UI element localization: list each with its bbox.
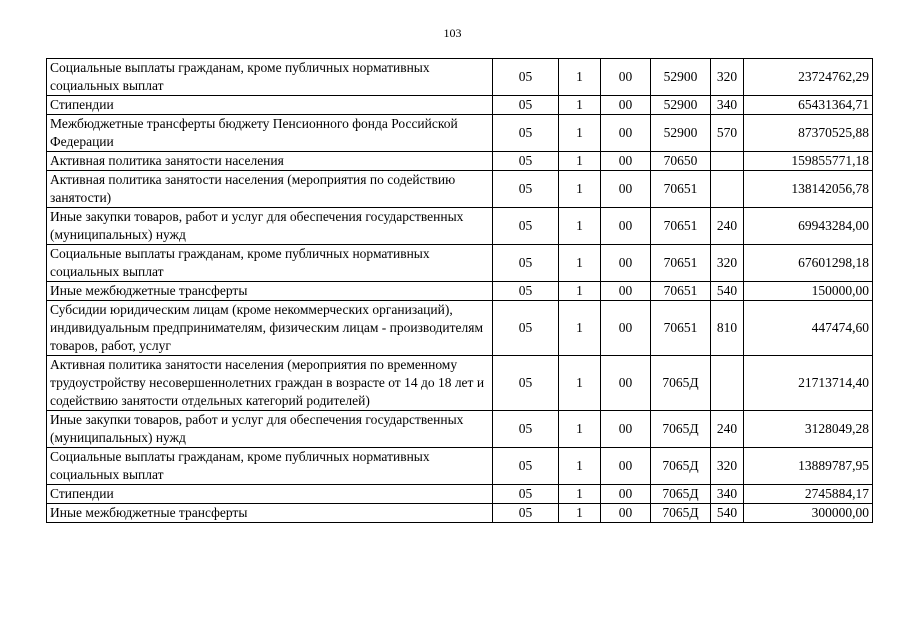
row-amount-cell: 159855771,18: [744, 152, 873, 171]
row-name-cell: Социальные выплаты гражданам, кроме публичных нормативных социальных выплат: [47, 448, 493, 485]
row-expense-type-cell: 340: [711, 96, 744, 115]
row-amount-cell: 69943284,00: [744, 208, 873, 245]
row-expense-type-cell: 240: [711, 411, 744, 448]
row-program-cell: 00: [601, 448, 651, 485]
row-section-cell: 05: [493, 504, 559, 523]
row-expense-type-cell: [711, 152, 744, 171]
row-section-cell: 05: [493, 208, 559, 245]
row-section-cell: 05: [493, 115, 559, 152]
row-amount-cell: 21713714,40: [744, 356, 873, 411]
row-subsection-cell: 1: [559, 504, 601, 523]
row-code-cell: 70651: [651, 245, 711, 282]
table-row: [47, 115, 873, 152]
row-amount-cell: 87370525,88: [744, 115, 873, 152]
row-program-cell: 00: [601, 504, 651, 523]
table-row: [47, 301, 873, 356]
row-subsection-cell: 1: [559, 448, 601, 485]
row-subsection-cell: 1: [559, 171, 601, 208]
row-amount-cell: 150000,00: [744, 282, 873, 301]
row-name-cell: Иные закупки товаров, работ и услуг для обеспечения государственных (муниципальных) нужд: [47, 208, 493, 245]
row-expense-type-cell: [711, 171, 744, 208]
page-number: 103: [443, 26, 462, 40]
row-code-cell: 52900: [651, 96, 711, 115]
row-amount-cell: 447474,60: [744, 301, 873, 356]
table-row: [47, 485, 873, 504]
row-name-cell: Субсидии юридическим лицам (кроме некоммерческих организаций), индивидуальным предпринимателям, физическим лицам - производителям товаров, работ, услуг: [47, 301, 493, 356]
row-subsection-cell: 1: [559, 208, 601, 245]
row-name-cell: Стипендии: [47, 96, 493, 115]
row-section-cell: 05: [493, 356, 559, 411]
row-name-cell: Активная политика занятости населения: [47, 152, 493, 171]
row-amount-cell: 23724762,29: [744, 59, 873, 96]
row-amount-cell: 138142056,78: [744, 171, 873, 208]
row-subsection-cell: 1: [559, 411, 601, 448]
row-program-cell: 00: [601, 59, 651, 96]
row-code-cell: 70650: [651, 152, 711, 171]
row-code-cell: 7065Д: [651, 504, 711, 523]
row-amount-cell: 13889787,95: [744, 448, 873, 485]
row-expense-type-cell: 810: [711, 301, 744, 356]
row-name-cell: Активная политика занятости населения (мероприятия по временному трудоустройству несовершеннолетних граждан в возрасте от 14 до 18 лет и содействию занятости отдельных категорий родителей): [47, 356, 493, 411]
row-expense-type-cell: 540: [711, 504, 744, 523]
row-subsection-cell: 1: [559, 152, 601, 171]
table-row: [47, 504, 873, 523]
row-subsection-cell: 1: [559, 485, 601, 504]
row-program-cell: 00: [601, 282, 651, 301]
row-code-cell: 70651: [651, 171, 711, 208]
row-amount-cell: 2745884,17: [744, 485, 873, 504]
row-code-cell: 70651: [651, 282, 711, 301]
row-amount-cell: 300000,00: [744, 504, 873, 523]
row-program-cell: 00: [601, 356, 651, 411]
row-section-cell: 05: [493, 485, 559, 504]
row-program-cell: 00: [601, 171, 651, 208]
row-expense-type-cell: 320: [711, 448, 744, 485]
row-section-cell: 05: [493, 96, 559, 115]
row-code-cell: 70651: [651, 301, 711, 356]
row-amount-cell: 65431364,71: [744, 96, 873, 115]
row-program-cell: 00: [601, 96, 651, 115]
row-name-cell: Иные межбюджетные трансферты: [47, 504, 493, 523]
row-code-cell: 52900: [651, 59, 711, 96]
row-expense-type-cell: 240: [711, 208, 744, 245]
row-subsection-cell: 1: [559, 356, 601, 411]
row-subsection-cell: 1: [559, 301, 601, 356]
row-subsection-cell: 1: [559, 96, 601, 115]
row-code-cell: 52900: [651, 115, 711, 152]
row-section-cell: 05: [493, 448, 559, 485]
table-row: [47, 245, 873, 282]
row-program-cell: 00: [601, 152, 651, 171]
table-row: [47, 171, 873, 208]
table-row: [47, 448, 873, 485]
row-code-cell: 70651: [651, 208, 711, 245]
row-name-cell: Активная политика занятости населения (мероприятия по содействию занятости): [47, 171, 493, 208]
row-subsection-cell: 1: [559, 282, 601, 301]
row-expense-type-cell: 320: [711, 59, 744, 96]
row-subsection-cell: 1: [559, 59, 601, 96]
row-expense-type-cell: 340: [711, 485, 744, 504]
row-program-cell: 00: [601, 485, 651, 504]
row-name-cell: Стипендии: [47, 485, 493, 504]
table-row: [47, 356, 873, 411]
table-row: [47, 59, 873, 96]
budget-table-body: [47, 59, 873, 523]
row-name-cell: Социальные выплаты гражданам, кроме публичных нормативных социальных выплат: [47, 245, 493, 282]
table-row: [47, 208, 873, 245]
row-subsection-cell: 1: [559, 115, 601, 152]
row-program-cell: 00: [601, 208, 651, 245]
row-name-cell: Иные закупки товаров, работ и услуг для обеспечения государственных (муниципальных) нужд: [47, 411, 493, 448]
row-name-cell: Иные межбюджетные трансферты: [47, 282, 493, 301]
row-program-cell: 00: [601, 115, 651, 152]
row-code-cell: 7065Д: [651, 485, 711, 504]
row-amount-cell: 3128049,28: [744, 411, 873, 448]
row-name-cell: Социальные выплаты гражданам, кроме публичных нормативных социальных выплат: [47, 59, 493, 96]
row-section-cell: 05: [493, 171, 559, 208]
row-section-cell: 05: [493, 59, 559, 96]
row-expense-type-cell: 320: [711, 245, 744, 282]
row-section-cell: 05: [493, 282, 559, 301]
row-code-cell: 7065Д: [651, 356, 711, 411]
row-code-cell: 7065Д: [651, 411, 711, 448]
row-amount-cell: 67601298,18: [744, 245, 873, 282]
row-section-cell: 05: [493, 152, 559, 171]
budget-table: [46, 58, 873, 523]
table-row: [47, 96, 873, 115]
row-program-cell: 00: [601, 245, 651, 282]
row-section-cell: 05: [493, 411, 559, 448]
row-code-cell: 7065Д: [651, 448, 711, 485]
row-program-cell: 00: [601, 301, 651, 356]
row-expense-type-cell: 570: [711, 115, 744, 152]
table-row: [47, 152, 873, 171]
row-section-cell: 05: [493, 301, 559, 356]
row-name-cell: Межбюджетные трансферты бюджету Пенсионного фонда Российской Федерации: [47, 115, 493, 152]
row-section-cell: 05: [493, 245, 559, 282]
row-program-cell: 00: [601, 411, 651, 448]
row-expense-type-cell: [711, 356, 744, 411]
table-row: [47, 411, 873, 448]
table-row: [47, 282, 873, 301]
row-expense-type-cell: 540: [711, 282, 744, 301]
row-subsection-cell: 1: [559, 245, 601, 282]
